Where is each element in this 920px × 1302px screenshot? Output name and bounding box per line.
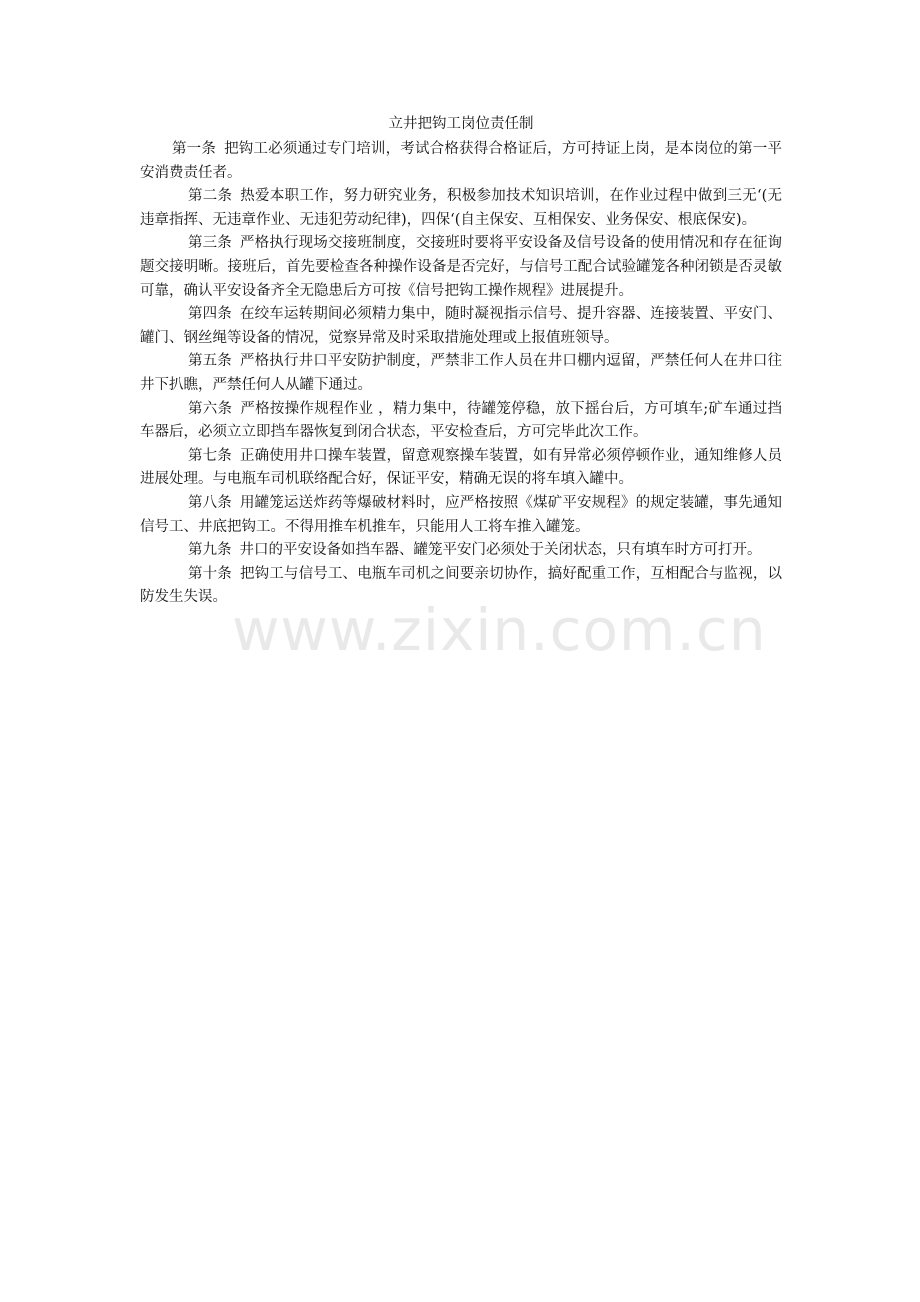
article-text: 严格按操作规程作业 ，精力集中，待罐笼停稳，放下摇台后，方可填车;矿车通过挡车器后，必须立立即挡车器恢复到闭合状态，平安检查后，方可完毕此次工作。: [140, 400, 782, 441]
article-5: [140, 350, 782, 397]
article-number: 第七条: [188, 447, 232, 464]
document-page: [140, 112, 782, 610]
article-4: [140, 303, 782, 350]
article-number: 第五条: [188, 353, 232, 370]
article-text: 用罐笼运送炸药等爆破材料时，应严格按照《煤矿平安规程》的规定装罐，事先通知信号工、井底把钩工。不得用推车机推车，只能用人工将车推入罐笼。: [140, 494, 783, 535]
article-number: 第九条: [188, 542, 232, 559]
article-10: [140, 563, 782, 610]
article-7: [140, 445, 782, 492]
article-text: 正确使用井口操车装置，留意观察操车装置，如有异常必须停顿作业，通知维修人员进展处理。与电瓶车司机联络配合好，保证平安，精确无误的将车填入罐中。: [140, 447, 783, 488]
article-text: 把钩工与信号工、电瓶车司机之间要亲切协作，搞好配重工作，互相配合与监视，以防发生失误。: [140, 565, 783, 606]
article-6: [140, 398, 782, 445]
article-number: 第三条: [188, 235, 232, 252]
article-number: 第二条: [188, 188, 233, 205]
article-2: [140, 185, 782, 232]
article-9: [140, 539, 782, 563]
article-number: 第六条: [188, 400, 233, 417]
article-text: 把钩工必须通过专门培训，考试合格获得合格证后，方可持证上岗，是本岗位的第一平安消费责任者。: [140, 141, 782, 181]
article-3: [140, 232, 782, 303]
article-text: 热爱本职工作，努力研究业务，积极参加技术知识培训，在作业过程中做到三无‘(无违章指挥、无违章作业、无违犯劳动纪律)，四保‘(自主保安、互相保安、业务保安、根底保安)。: [140, 188, 783, 228]
article-text: 严格执行井口平安防护制度，严禁非工作人员在井口棚内逗留，严禁任何人在井口往井下扒瞧，严禁任何人从罐下通过。: [140, 353, 783, 393]
watermark: www.zixin.com.cn: [232, 596, 767, 664]
document-title: 立井把钩工岗位责任制: [388, 116, 534, 132]
article-text: 井口的平安设备如挡车器、罐笼平安门必须处于关闭状态，只有填车时方可打开。: [239, 542, 762, 559]
article-number: 第十条: [188, 565, 232, 582]
article-text: 在绞车运转期间必须精力集中，随时凝视指示信号、提升容器、连接装置、平安门、罐门、钢丝绳等设备的情况，觉察异常及时采取措施处理或上报值班领导。: [140, 306, 783, 346]
article-8: [140, 492, 782, 539]
article-1: [140, 138, 782, 185]
article-number: 第四条: [188, 306, 232, 323]
article-number: 第一条: [172, 141, 217, 157]
article-number: 第八条: [188, 494, 232, 511]
article-text: 严格执行现场交接班制度，交接班时要将平安设备及信号设备的使用情况和存在征询题交接明晰。接班后，首先要检查各种操作设备是否完好，与信号工配合试验罐笼各种闭锁是否灵敏可靠，确认平安设备齐全无隐患后方可按《信号把钩工操作规程》进展提升。: [140, 235, 783, 299]
